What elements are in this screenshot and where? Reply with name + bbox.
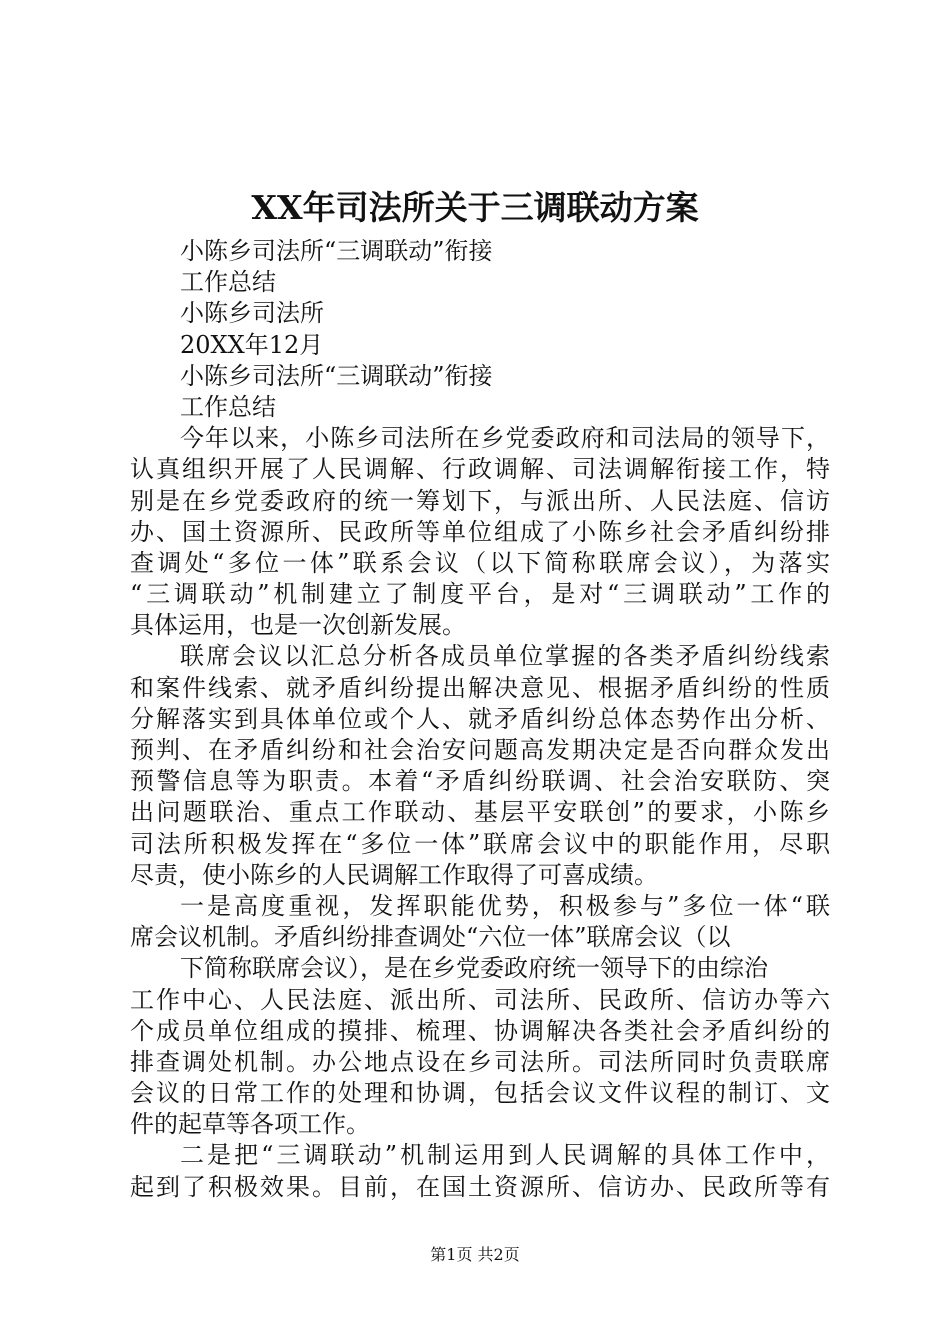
text-line: 别是在乡党委政府的统一筹划下，与派出所、人民法庭、信访 (130, 486, 830, 515)
text-line: 预警信息等为职责。本着“矛盾纠纷联调、社会治安联防、突 (130, 767, 830, 796)
text-line: 小陈乡司法所“三调联动”衔接 (180, 237, 493, 265)
text-line: 小陈乡司法所 (180, 299, 324, 328)
text-line: 排查调处机制。办公地点设在乡司法所。司法所同时负责联席 (130, 1047, 830, 1076)
text-line: 司法所积极发挥在“多位一体”联席会议中的职能作用，尽职 (130, 829, 830, 858)
text-line: 尽责，使小陈乡的人民调解工作取得了可喜成绩。 (130, 860, 658, 889)
text-line: 具体运用，也是一次创新发展。 (130, 611, 466, 640)
text-line: 查调处“多位一体”联系会议（以下简称联席会议），为落实 (130, 548, 830, 577)
text-line: 联席会议以汇总分析各成员单位掌握的各类矛盾纠纷线索 (180, 642, 830, 671)
text-line: 和案件线索、就矛盾纠纷提出解决意见、根据矛盾纠纷的性质 (130, 673, 830, 702)
text-line: 个成员单位组成的摸排、梳理、协调解决各类社会矛盾纠纷的 (130, 1016, 830, 1045)
text-line: 工作中心、人民法庭、派出所、司法所、民政所、信访办等六 (130, 985, 830, 1014)
text-line: 起到了积极效果。目前，在国土资源所、信访办、民政所等有 (130, 1172, 830, 1201)
text-line: 席会议机制。矛盾纠纷排查调处“六位一体”联席会议（以 (130, 923, 731, 952)
text-line: 件的起草等各项工作。 (130, 1110, 370, 1139)
text-line: 小陈乡司法所“三调联动”衔接 (180, 361, 493, 390)
text-line: “三调联动”机制建立了制度平台，是对“三调联动”工作的 (130, 580, 830, 609)
document-body (130, 236, 830, 1203)
text-line: 今年以来，小陈乡司法所在乡党委政府和司法局的领导下， (180, 424, 830, 453)
text-line: 会议的日常工作的处理和协调，包括会议文件议程的制订、文 (130, 1079, 830, 1108)
text-line: 一是高度重视，发挥职能优势，积极参与”多位一体“联 (180, 891, 830, 920)
text-line: 预判、在矛盾纠纷和社会治安问题高发期决定是否向群众发出 (130, 736, 830, 764)
text-line: 二是把“三调联动”机制运用到人民调解的具体工作中， (180, 1141, 830, 1170)
text-line: 出问题联治、重点工作联动、基层平安联创”的要求，小陈乡 (130, 798, 830, 827)
text-line: 认真组织开展了人民调解、行政调解、司法调解衔接工作，特 (130, 455, 830, 484)
text-line: 工作总结 (180, 268, 276, 297)
text-line: 下简称联席会议），是在乡党委政府统一领导下的由综治 (180, 954, 768, 983)
text-line: 分解落实到具体单位或个人、就矛盾纠纷总体态势作出分析、 (130, 704, 830, 733)
text-line: 工作总结 (180, 392, 276, 421)
text-line: 20XX年12月 (180, 330, 324, 359)
document-title: XX年司法所关于三调联动方案 (251, 188, 699, 227)
text-line: 办、国土资源所、民政所等单位组成了小陈乡社会矛盾纠纷排 (130, 517, 830, 546)
page-footer: 第1页 共2页 (430, 1245, 520, 1264)
